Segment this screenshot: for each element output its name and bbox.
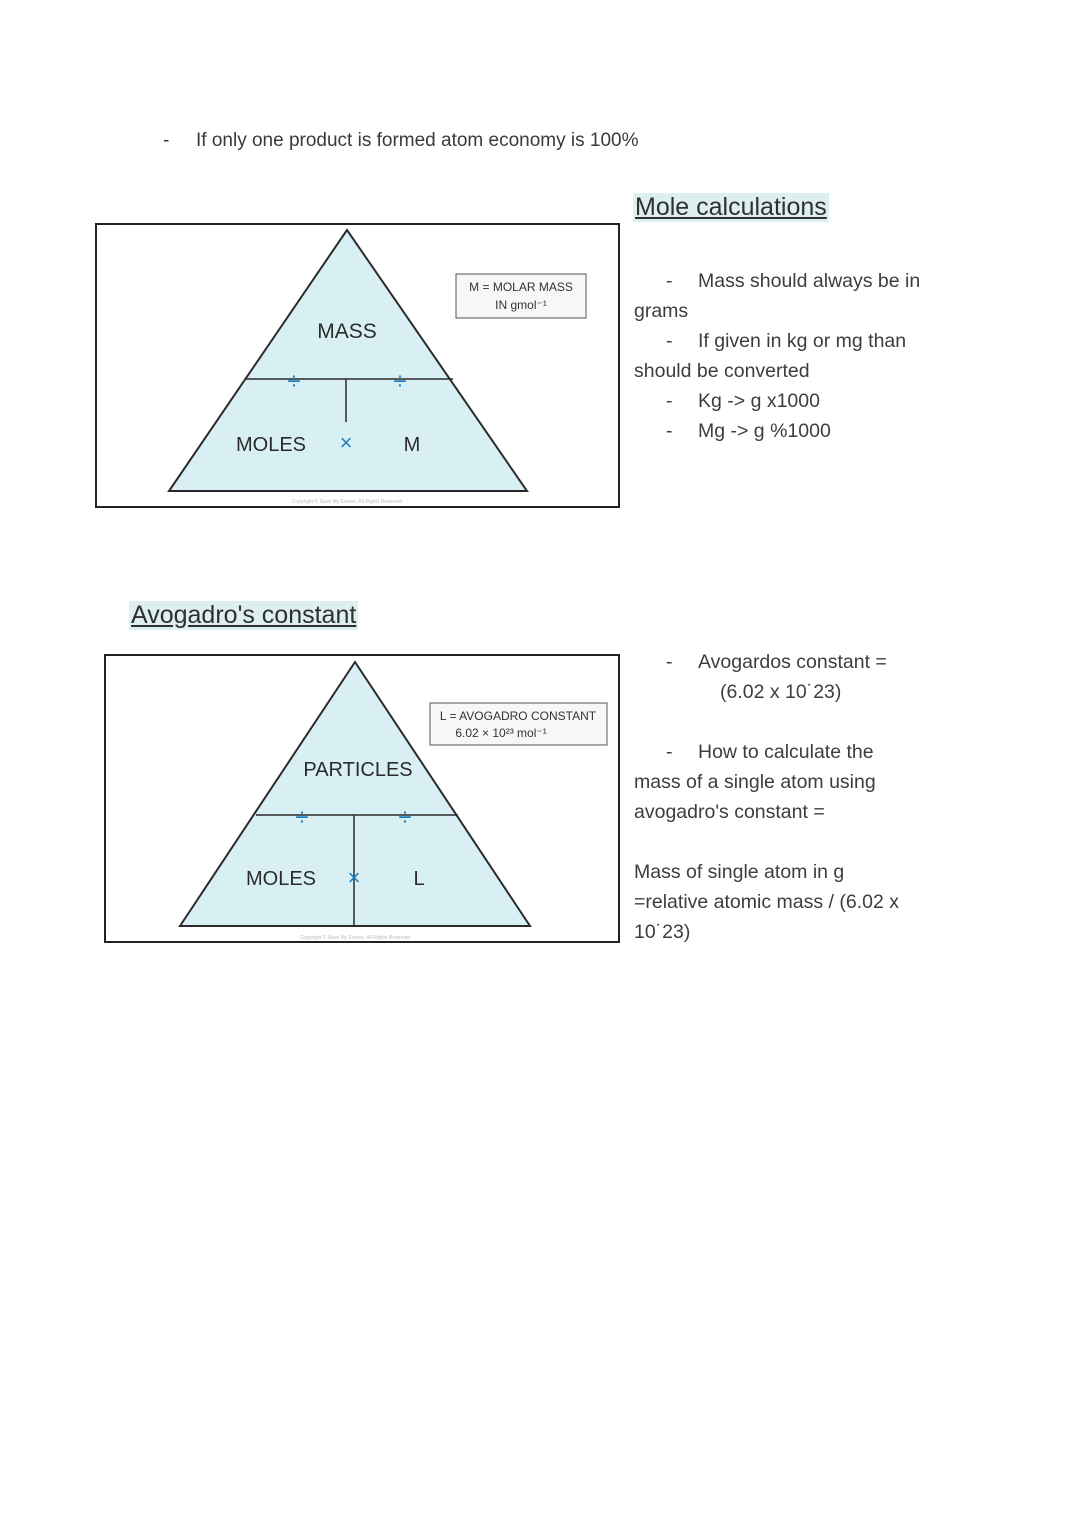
top-label: MASS [317,320,377,343]
divide-right-icon: ÷ [393,368,407,395]
divide-left-icon: ÷ [295,804,309,831]
bottom-right-label: L [413,868,425,890]
divide-right-icon: ÷ [398,804,412,831]
note-avogadro-value: - Avogardos constant = [666,651,887,673]
copyright-text: Copyright © Save My Exams. All Rights Reserved [299,935,411,941]
legend-line-2: IN gmol⁻¹ [495,298,547,312]
note-single-atom: - How to calculate the [666,741,874,763]
formula-line-3: 10˙23) [634,921,691,943]
note-single-atom-cont-2: avogadro's constant = [634,801,825,823]
note-mass-grams: - Mass should always be in [666,270,921,292]
multiply-icon: × [347,865,361,890]
mole-notes [634,266,1054,456]
formula-line-2: =relative atomic mass / (6.02 x [634,891,899,913]
avogadro-notes [634,647,1054,957]
note-kg-mg-cont: should be converted [634,360,810,382]
particles-moles-triangle-diagram [104,654,620,943]
top-note-dash: - [163,130,170,151]
bottom-left-label: MOLES [235,434,307,456]
top-label: PARTICLES [303,759,413,781]
top-note-text: If only one product is formed atom economy is 100% [196,130,639,151]
note-mg-conversion: - Mg -> g %1000 [666,420,831,442]
note-mass-grams-cont: grams [634,300,689,322]
note-single-atom-cont-1: mass of a single atom using [634,771,876,793]
bottom-right-label: M [403,434,421,456]
legend-line-2: 6.02 × 10²³ mol⁻¹ [455,726,547,740]
mole-calculations-heading: Mole calculations [635,193,827,221]
mass-moles-triangle-diagram [95,223,620,508]
formula-line-1: Mass of single atom in g [634,861,845,883]
copyright-text: Copyright © Save My Exams. All Rights Reserved [291,499,403,505]
legend-line-1: M = MOLAR MASS [469,280,573,294]
avogadro-constant-heading: Avogadro's constant [131,601,357,629]
bottom-left-label: MOLES [245,868,317,890]
multiply-icon: × [339,430,353,455]
note-kg-mg: - If given in kg or mg than [666,330,907,352]
legend-line-1: L = AVOGADRO CONSTANT [439,709,597,723]
note-avogadro-value-cont: (6.02 x 10˙23) [720,681,842,703]
divide-left-icon: ÷ [287,368,301,395]
note-kg-conversion: - Kg -> g x1000 [666,390,820,412]
